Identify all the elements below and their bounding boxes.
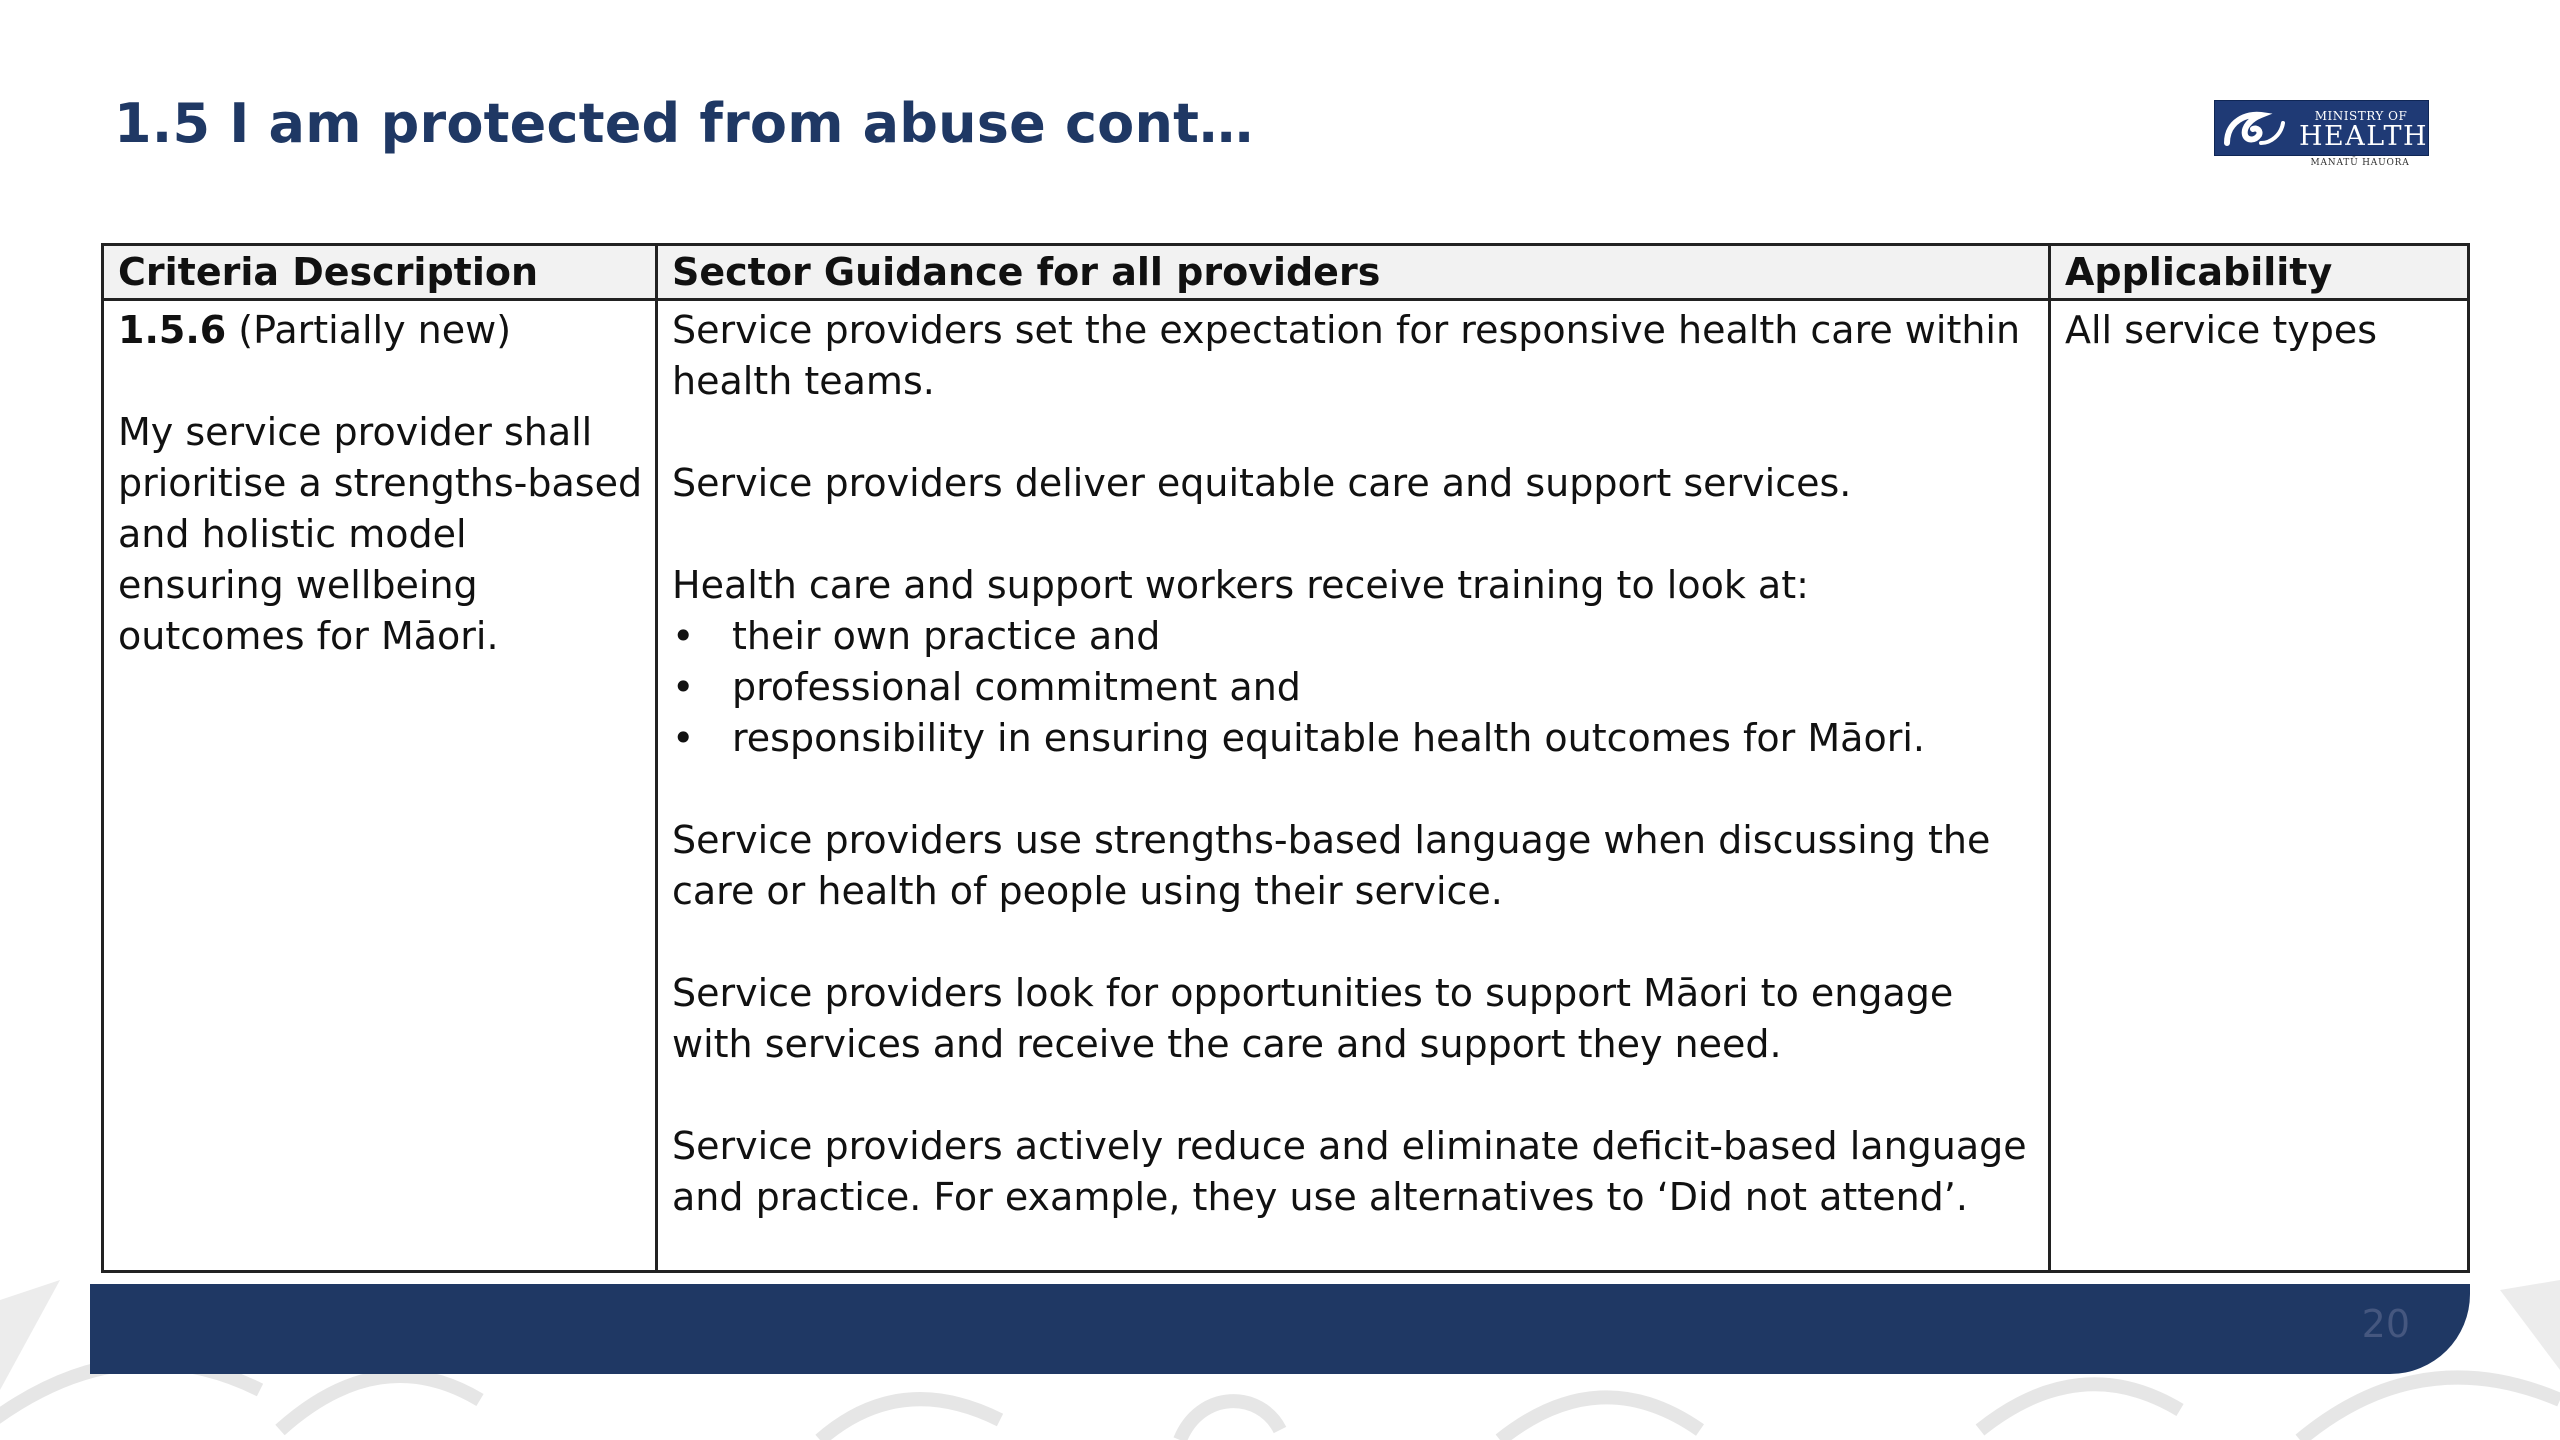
training-bullet-list [672,611,2036,764]
bullet-glyph: • [672,614,695,658]
logo-line-health: HEALTH [2299,121,2429,152]
guidance-paragraph: Service providers look for opportunities to support Māori to engage with services and receive the care and support they need. [672,971,1954,1066]
table-row [103,300,2469,1272]
guidance-paragraph: Service providers actively reduce and eliminate deficit-based language and practice. For example, they use alternatives to ‘Did not attend’. [672,1124,2027,1219]
guidance-cell [657,300,2050,1272]
slide-title: 1.5 I am protected from abuse cont… [114,92,1254,155]
guidance-paragraph: Service providers set the expectation for responsive health care within health teams. [672,308,2021,403]
bullet-glyph: • [672,665,695,709]
header-criteria-description: Criteria Description [103,245,657,300]
criteria-text: My service provider shall prioritise a strengths-based and holistic model ensuring wellbeing outcomes for Māori. [118,410,643,658]
bullet-item [672,713,2036,764]
bullet-item [672,662,2036,713]
page-number: 20 [2361,1302,2410,1346]
footer-bar [90,1284,2470,1374]
criteria-heading [118,305,643,356]
logo-badge [2214,100,2429,156]
logo-line-ministry: MINISTRY OF [2314,109,2408,123]
criteria-status: (Partially new) [238,308,512,352]
header-sector-guidance: Sector Guidance for all providers [657,245,2050,300]
header-applicability: Applicability [2050,245,2469,300]
bullet-glyph: • [672,716,695,760]
criteria-cell [103,300,657,1272]
bullet-text: responsibility in ensuring equitable health outcomes for Māori. [732,716,1925,760]
criteria-code: 1.5.6 [118,308,227,352]
guidance-paragraph: Service providers use strengths-based language when discussing the care or health of people using their service. [672,818,1991,913]
bullet-text: their own practice and [732,614,1161,658]
ministry-of-health-logo [2214,100,2429,172]
bullet-item [672,611,2036,662]
applicability-cell: All service types [2050,300,2469,1272]
table-header-row [103,245,2469,300]
logo-subline: MANATŪ HAUORA [2310,158,2410,168]
bullet-text: professional commitment and [732,665,1301,709]
guidance-paragraph: Health care and support workers receive training to look at: [672,563,1809,607]
koru-icon [2221,107,2291,149]
criteria-table [101,243,2470,1273]
guidance-paragraph: Service providers deliver equitable care and support services. [672,461,1852,505]
